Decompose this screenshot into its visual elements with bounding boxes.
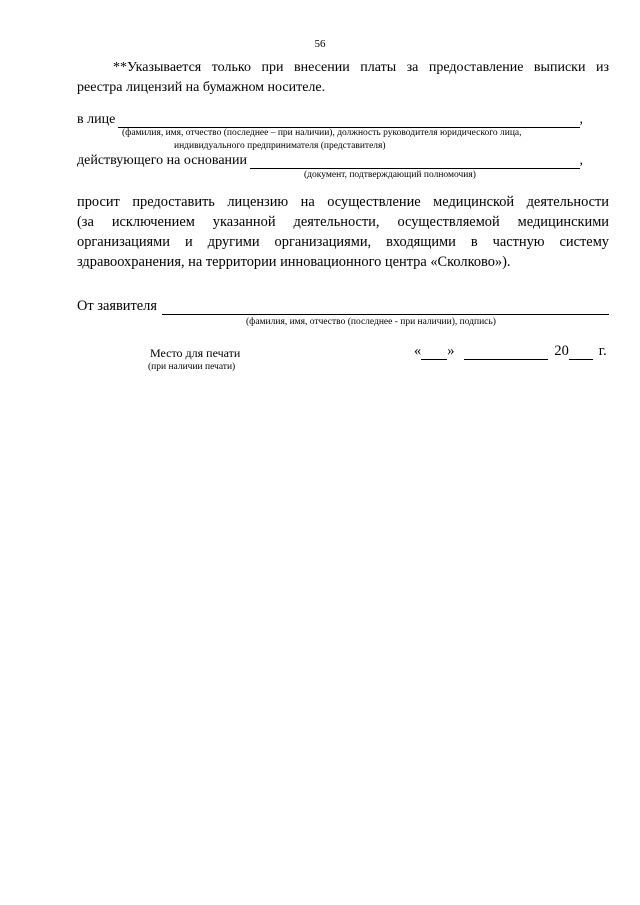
request-line-4: здравоохранения, на территории инновационного центра «Сколково»).: [77, 254, 511, 270]
representative-row: [77, 112, 583, 128]
stamp-label: Место для печати: [150, 346, 241, 360]
representative-hint-2: индивидуального предпринимателя (представителя): [174, 141, 386, 151]
date-row: [414, 343, 607, 360]
representative-field[interactable]: [118, 114, 579, 128]
applicant-hint: (фамилия, имя, отчество (последнее - при наличии), подпись): [246, 317, 496, 327]
basis-comma: ,: [579, 153, 583, 168]
date-month-field[interactable]: [464, 346, 548, 360]
basis-field[interactable]: [250, 155, 579, 169]
page-number: 56: [314, 38, 326, 50]
footnote-line-1: **Указывается только при внесении платы за предоставление выписки из: [113, 60, 609, 75]
footnote-line-2: реестра лицензий на бумажном носителе.: [77, 80, 326, 95]
representative-label: в лице: [77, 112, 116, 127]
date-year-field[interactable]: [569, 346, 593, 360]
date-open-quote: «: [414, 343, 422, 359]
date-year-prefix: 20: [554, 343, 569, 359]
representative-comma: ,: [579, 112, 583, 127]
date-day-field[interactable]: [421, 346, 447, 360]
request-line-2: (за исключением указанной деятельности, осуществляемой медицинскими: [77, 214, 609, 230]
request-line-1: просит предоставить лицензию на осуществление медицинской деятельности: [77, 194, 609, 210]
basis-hint: (документ, подтверждающий полномочия): [304, 170, 476, 180]
applicant-field[interactable]: [162, 301, 609, 315]
request-line-3: организациями и другими организациями, входящими в частную систему: [77, 234, 609, 250]
date-year-suffix: г.: [598, 343, 607, 359]
basis-label: действующего на основании: [77, 153, 248, 168]
representative-hint-1: (фамилия, имя, отчество (последнее – при наличии), должность руководителя юридического лица,: [122, 128, 522, 138]
applicant-row: [77, 298, 609, 315]
stamp-hint: (при наличии печати): [148, 362, 236, 372]
date-close-quote: »: [447, 343, 455, 359]
applicant-label: От заявителя: [77, 298, 157, 314]
basis-row: [77, 153, 583, 169]
